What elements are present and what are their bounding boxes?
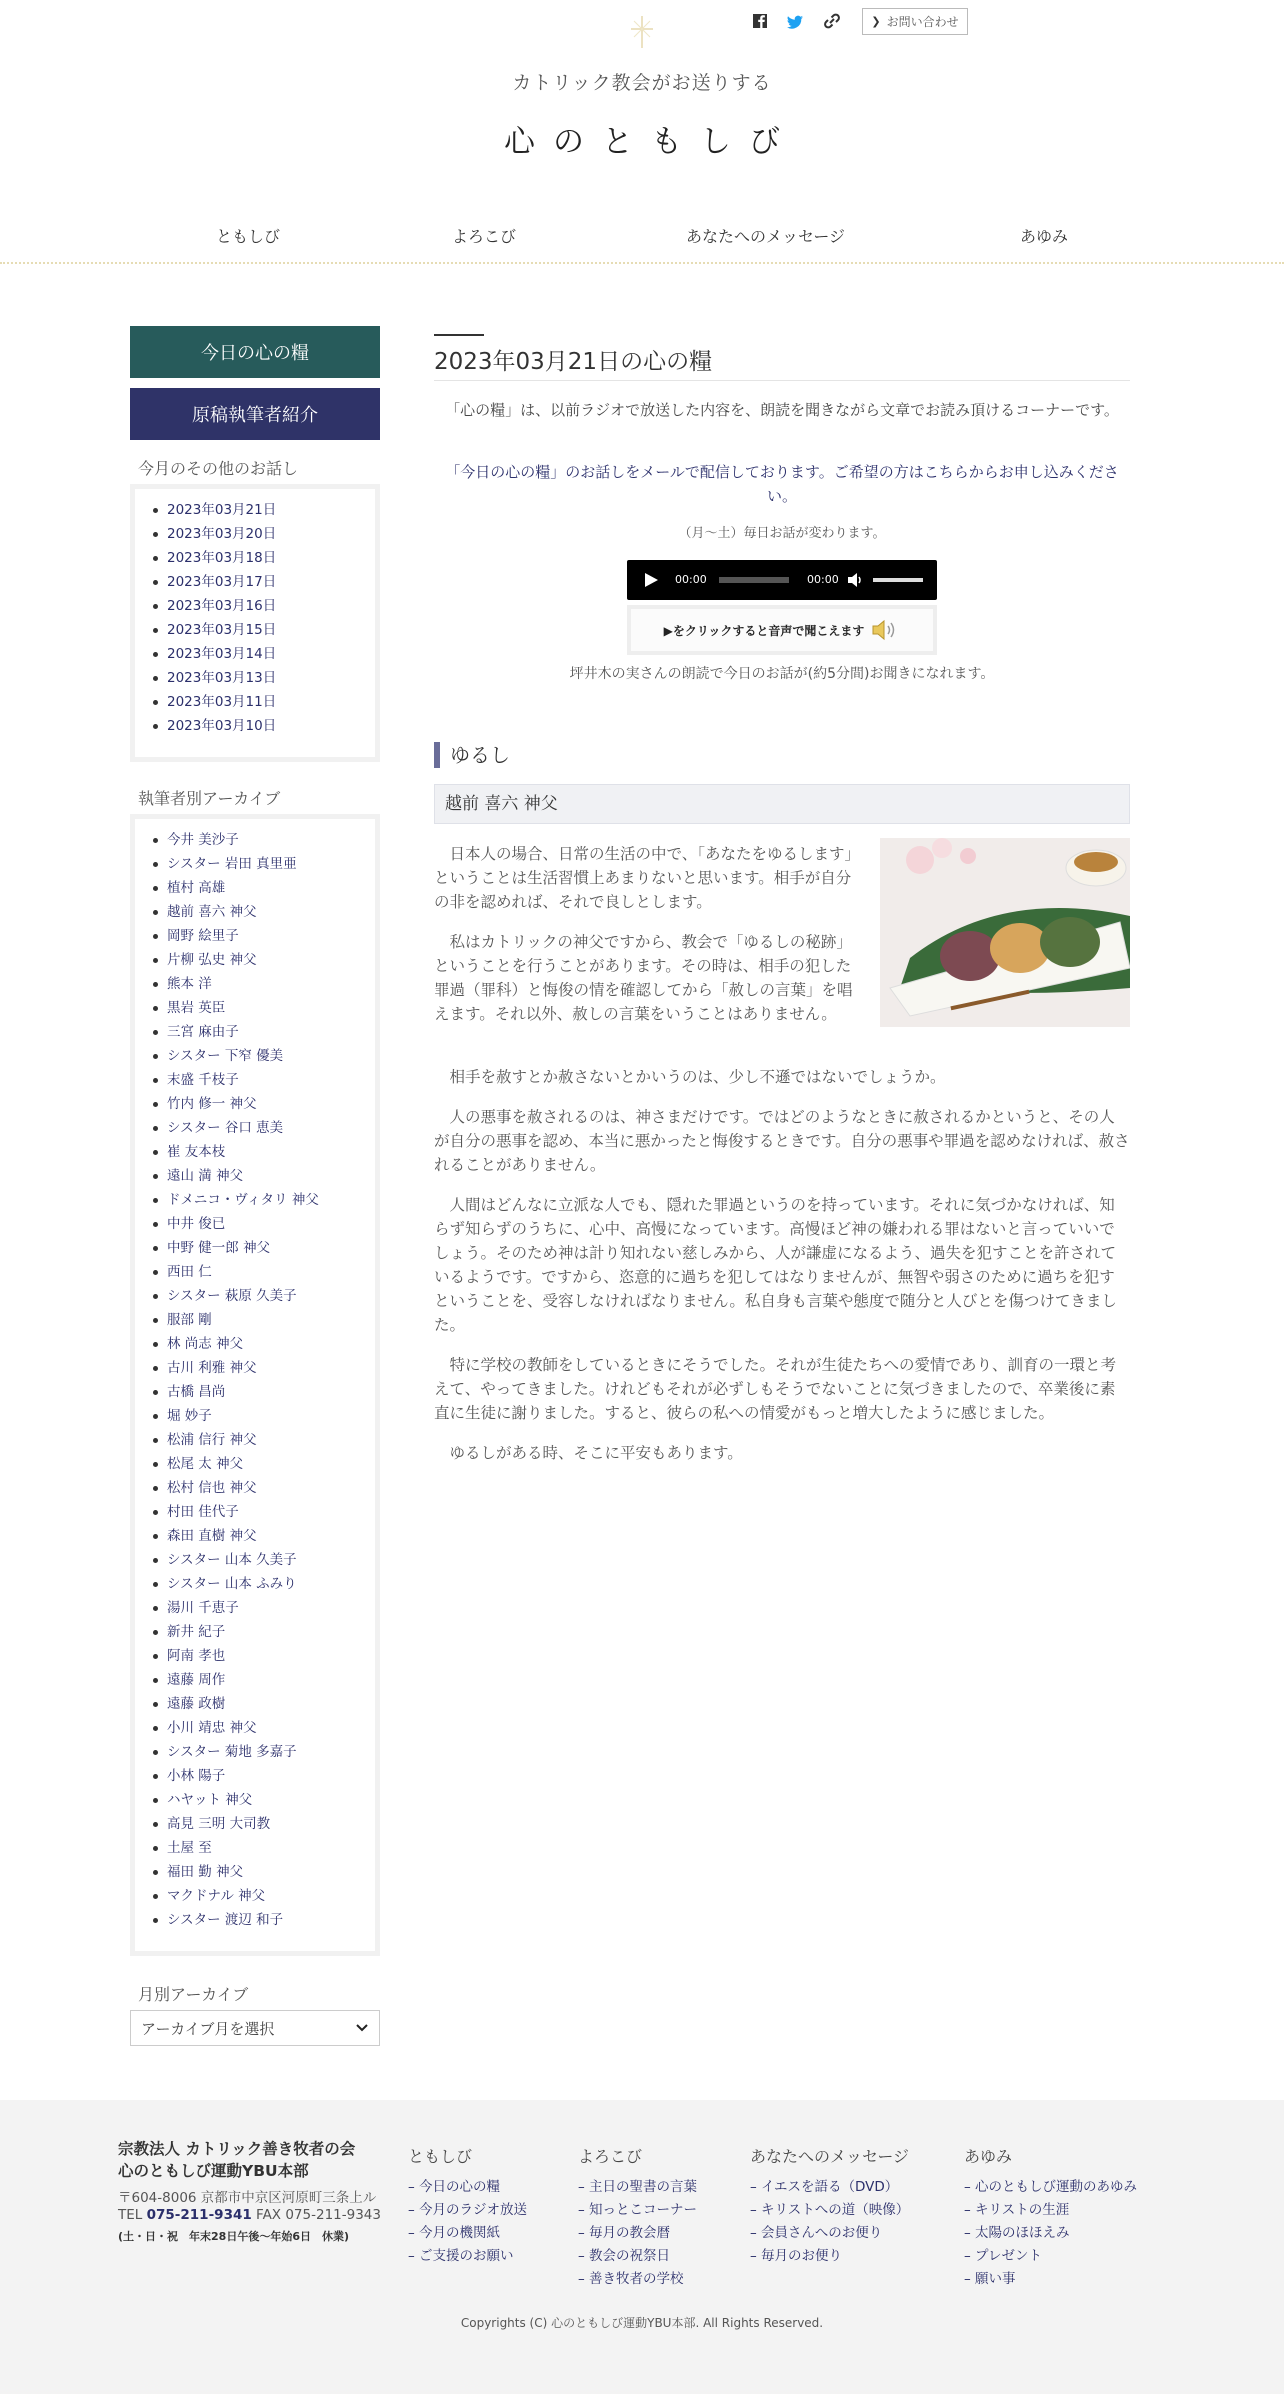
footer-address: 〒604-8006 京都市中京区河原町三条上ル [118,2190,377,2206]
footer-link-label: 毎月の教会暦 [589,2225,671,2241]
other-story-link[interactable]: 2023年03月10日 [167,716,375,740]
footer-link-label: 今月の機関紙 [419,2225,501,2241]
dash-icon: – [408,2248,420,2264]
footer-link-label: 主日の聖書の言葉 [589,2179,698,2195]
footer-link[interactable] [408,2198,527,2221]
dash-icon: – [964,2202,976,2218]
nav-item-tomoshibi[interactable]: ともしび [216,227,281,246]
dash-icon: – [578,2248,590,2264]
wagashi-photo [880,838,1130,1027]
author-link[interactable]: 福田 勤 神父 [167,1862,375,1886]
footer-link-label: 教会の祝祭日 [589,2248,671,2264]
author-link[interactable]: 末盛 千枝子 [167,1070,375,1094]
nav-item-ayumi[interactable]: あゆみ [1020,227,1069,246]
footer-col-heading: ともしび [408,2147,473,2166]
writers-intro-button[interactable]: 原稿執筆者紹介 [130,388,380,440]
cross-logo-icon [626,14,658,50]
footer-link-label: 太陽のほほえみ [975,2225,1070,2241]
volume-icon[interactable] [847,572,865,588]
footer-link[interactable] [408,2221,527,2244]
site-header [0,0,1284,262]
footer-link[interactable] [578,2267,697,2290]
footer-link[interactable] [964,2267,1137,2290]
dash-icon: – [408,2225,420,2241]
author-link[interactable]: マクドナル 神父 [167,1886,375,1910]
facebook-icon[interactable] [752,8,768,34]
footer-link-label: 願い事 [975,2271,1016,2287]
other-story-link[interactable]: 2023年03月14日 [167,644,375,668]
listen-label: ▶をクリックすると音声で聞こえます [663,623,865,638]
paragraph-4: 人の悪事を赦されるのは、神さまだけです。ではどのようなときに赦されるかというと、その人が自分の悪事を認め、本当に悪かったと悔俊するときです。自分の悪事や罪過を認めなければ、赦されることがありません。 [434,1108,1130,1174]
author-link[interactable]: 竹内 修一 神父 [167,1094,375,1118]
author-link[interactable]: 服部 剛 [167,1310,375,1334]
listen-audio-button[interactable] [627,605,937,655]
global-nav [130,224,1154,252]
paragraph-6: 特に学校の教師をしているときにそうでした。それが生徒たちへの愛情であり、訓育の一環と考えて、やってきました。けれどもそれが必ずしもそうでないことに気づきましたので、卒業後に素直に生徒に謝りました。すると、彼らの私への情愛がもっと増大したように感じました。 [434,1356,1117,1422]
footer-org-movement: 心のともしび運動YBU本部 [118,2162,309,2180]
author-link[interactable]: 崔 友本枝 [167,1142,375,1166]
author-link[interactable]: 遠山 満 神父 [167,1166,375,1190]
author-link[interactable]: 小林 陽子 [167,1766,375,1790]
header-divider [0,262,1284,264]
month-archive-select-value: アーカイブ月を選択 [141,2019,275,2038]
page-title: 2023年03月21日の心の糧 [434,349,713,375]
dash-icon: – [578,2271,590,2287]
footer-col-heading: あゆみ [964,2147,1013,2166]
dash-icon: – [408,2179,420,2195]
player-current-time: 00:00 [675,573,707,586]
footer-col-yorokobi [578,2144,697,2290]
author-link[interactable]: 林 尚志 神父 [167,1334,375,1358]
footer-link[interactable] [964,2244,1137,2267]
other-story-link[interactable]: 2023年03月17日 [167,572,375,596]
footer-col-message [750,2144,909,2267]
author-link[interactable]: 今井 美沙子 [167,830,375,854]
footer-link[interactable] [964,2198,1137,2221]
footer-link-label: 今日の心の糧 [419,2179,501,2195]
dash-icon: – [578,2179,590,2195]
footer-col-heading: あなたへのメッセージ [750,2147,910,2166]
copyright: Copyrights (C) 心のともしび運動YBU本部. All Rights Reserved. [460,2316,824,2330]
nav-item-yorokobi[interactable]: よろこび [452,227,517,246]
twitter-icon[interactable] [786,8,804,34]
footer-tel[interactable]: 075-211-9341 [146,2207,252,2223]
author-link[interactable]: シスター 山本 ふみり [167,1574,375,1598]
paragraph-1: 日本人の場合、日常の生活の中で、「あなたをゆるします」ということは生活習慣上あまりないと思います。相手が自分の非を認めれば、それで良しとします。 [434,845,860,911]
author-link[interactable]: 古橋 昌尚 [167,1382,375,1406]
author-archive-heading: 執筆者別アーカイブ [138,789,281,808]
footer-link[interactable] [578,2198,697,2221]
footer-col-ayumi [964,2144,1137,2290]
author-link[interactable]: シスター 菊地 多嘉子 [167,1742,375,1766]
footer-link-label: キリストへの道（映像） [761,2202,910,2218]
footer-tel-label: TEL [118,2207,143,2223]
chevron-right-icon: ❯ [871,15,881,28]
author-link[interactable]: シスター 渡辺 和子 [167,1910,375,1934]
speaker-icon [870,617,900,643]
month-archive-select[interactable] [130,2010,380,2046]
section-title: ゆるし [434,742,510,768]
author-link[interactable]: 土屋 至 [167,1838,375,1862]
player-total-time: 00:00 [807,573,839,586]
author-link[interactable]: シスター 山本 久美子 [167,1550,375,1574]
author-link[interactable]: 植村 高雄 [167,878,375,902]
author-link[interactable]: 湯川 千恵子 [167,1598,375,1622]
author-archive-list [135,819,375,1934]
footer-link[interactable] [578,2244,697,2267]
other-story-link[interactable]: 2023年03月16日 [167,596,375,620]
author-link[interactable]: 松村 信也 神父 [167,1478,375,1502]
author-link[interactable]: 森田 直樹 神父 [167,1526,375,1550]
contact-label: お問い合わせ [886,15,959,29]
author-link[interactable]: 岡野 絵里子 [167,926,375,950]
footer-link[interactable] [750,2175,909,2198]
author-link[interactable]: 片柳 弘史 神父 [167,950,375,974]
footer-link-label: 心のともしび運動のあゆみ [975,2179,1138,2195]
footer-link[interactable] [750,2244,909,2267]
site-tagline: カトリック教会がお送りする [512,72,772,94]
today-kokoro-button[interactable]: 今日の心の糧 [130,326,380,378]
author-link[interactable]: 新井 紀子 [167,1622,375,1646]
author-link[interactable]: 堀 妙子 [167,1406,375,1430]
chevron-down-icon [355,2023,369,2033]
dash-icon: – [578,2202,590,2218]
author-link[interactable]: 松尾 太 神父 [167,1454,375,1478]
author-link[interactable]: 西田 仁 [167,1262,375,1286]
dash-icon: – [750,2179,762,2195]
paragraph-3: 相手を赦すとか赦さないとかいうのは、少し不遜ではないでしょうか。 [449,1068,946,1086]
title-divider [434,380,1130,381]
author-link[interactable]: シスター 谷口 恵美 [167,1118,375,1142]
other-story-link[interactable]: 2023年03月18日 [167,548,375,572]
paragraph-5: 人間はどんなに立派な人でも、隠れた罪過というのを持っています。それに気づかなければ、知らず知らずのうちに、心中、高慢になっています。高慢ほど神の嫌われる罪はないと言っていいでしょう。そのため神は計り知れない慈しみから、人が謙虚になるよう、過失を犯すことを許されているようです。ですから、恣意的に過ちを犯してはなりませんが、無智や弱さのために過ちを犯すということを、受容しなければなりません。私自身も言葉や態度で随分と人びとを傷つけてきました。 [434,1196,1117,1334]
dash-icon: – [750,2248,762,2264]
other-stories-box [130,484,380,762]
author-link[interactable]: 松浦 信行 神父 [167,1430,375,1454]
footer-fax: FAX 075-211-9343 [256,2207,381,2223]
other-story-link[interactable]: 2023年03月15日 [167,620,375,644]
footer-link-label: プレゼント [975,2248,1043,2264]
author-link[interactable]: 三宮 麻由子 [167,1022,375,1046]
reader-note: 坪井木の実さんの朗読で今日のお話が(約5分間)お聞きになれます。 [569,666,995,682]
other-story-link[interactable]: 2023年03月21日 [167,500,375,524]
footer-holiday: (土・日・祝 年末28日午後～年始6日 休業) [118,2230,350,2243]
dash-icon: – [964,2248,976,2264]
other-story-link[interactable]: 2023年03月13日 [167,668,375,692]
footer-link[interactable] [964,2175,1137,2198]
footer-link-label: ご支援のお願い [419,2248,514,2264]
audio-player [627,560,937,600]
footer-link[interactable] [964,2221,1137,2244]
author-link[interactable]: 古川 利雅 神父 [167,1358,375,1382]
dash-icon: – [750,2202,762,2218]
mail-subscribe-link[interactable]: 「今日の心の糧」のお話しをメールで配信しております。ご希望の方はこちらからお申し込みください。 [445,463,1119,505]
author-archive-box [130,814,380,1956]
footer-link-label: 今月のラジオ放送 [419,2202,528,2218]
author-link[interactable]: 遠藤 周作 [167,1670,375,1694]
author-link[interactable]: シスター 萩原 久美子 [167,1286,375,1310]
footer-link-label: 毎月のお便り [761,2248,843,2264]
footer-col-heading: よろこび [578,2147,643,2166]
link-icon[interactable] [822,8,842,34]
author-link[interactable]: ハヤット 神父 [167,1790,375,1814]
footer-org-name: 宗教法人 カトリック善き牧者の会 [118,2140,356,2158]
author-link[interactable]: 阿南 孝也 [167,1646,375,1670]
author-link[interactable]: 村田 佳代子 [167,1502,375,1526]
dash-icon: – [578,2225,590,2241]
nav-item-message[interactable]: あなたへのメッセージ [686,227,846,246]
author-link[interactable]: 中野 健一郎 神父 [167,1238,375,1262]
dash-icon: – [964,2225,976,2241]
footer-link[interactable] [578,2221,697,2244]
author-link[interactable]: 黒岩 英臣 [167,998,375,1022]
footer-link[interactable] [408,2175,527,2198]
paragraph-2: 私はカトリックの神父ですから、教会で「ゆるしの秘跡」ということを行うことがあります。その時は、相手の犯した罪過（罪科）と悔俊の情を確認してから「赦しの言葉」を唱えます。それ以外、赦しの言葉をいうことはありません。 [434,933,853,1023]
footer-link-label: キリストの生涯 [975,2202,1070,2218]
dash-icon: – [964,2271,976,2287]
title-rule [434,334,484,336]
footer-link[interactable] [750,2198,909,2221]
footer-col-tomoshibi [408,2144,527,2267]
footer-link-label: 知っとこコーナー [589,2202,698,2218]
other-stories-list [135,489,375,740]
site-title[interactable]: 心のともしび [504,124,798,160]
footer-link[interactable] [578,2175,697,2198]
month-archive-heading: 月別アーカイブ [138,1985,249,2004]
footer-link-label: 善き牧者の学校 [589,2271,684,2287]
footer-org [118,2138,355,2182]
other-story-link[interactable]: 2023年03月20日 [167,524,375,548]
other-stories-heading: 今月のその他のお話し [138,459,299,478]
other-story-link[interactable]: 2023年03月11日 [167,692,375,716]
author-link[interactable]: 中井 俊已 [167,1214,375,1238]
footer-link-label: イエスを語る（DVD） [761,2179,899,2195]
story-author: 越前 喜六 神父 [434,784,1130,824]
author-link[interactable]: 越前 喜六 神父 [167,902,375,926]
player-progress-bar[interactable] [719,577,789,583]
dash-icon: – [408,2202,420,2218]
author-link[interactable]: 熊本 洋 [167,974,375,998]
author-link[interactable]: 遠藤 政樹 [167,1694,375,1718]
footer-link-label: 会員さんへのお便り [761,2225,883,2241]
volume-slider[interactable] [873,578,923,582]
author-link[interactable]: 高見 三明 大司教 [167,1814,375,1838]
paragraph-7: ゆるしがある時、そこに平安もあります。 [449,1444,743,1462]
author-link[interactable]: 小川 靖忠 神父 [167,1718,375,1742]
footer-link[interactable] [750,2221,909,2244]
footer-link[interactable] [408,2244,527,2267]
dash-icon: – [750,2225,762,2241]
footer-phone [118,2207,381,2223]
author-link[interactable]: シスター 岩田 真里亜 [167,854,375,878]
author-link[interactable]: シスター 下窄 優美 [167,1046,375,1070]
dash-icon: – [964,2179,976,2195]
contact-button[interactable] [862,8,968,35]
daily-change-note: （月～土）毎日お話が変わります。 [678,526,886,541]
play-icon[interactable] [643,572,659,588]
intro-text: 「心の糧」は、以前ラジオで放送した内容を、朗読を聞きながら文章でお読み頂けるコーナーです。 [445,401,1119,419]
author-link[interactable]: ドメニコ・ヴィタリ 神父 [167,1190,375,1214]
